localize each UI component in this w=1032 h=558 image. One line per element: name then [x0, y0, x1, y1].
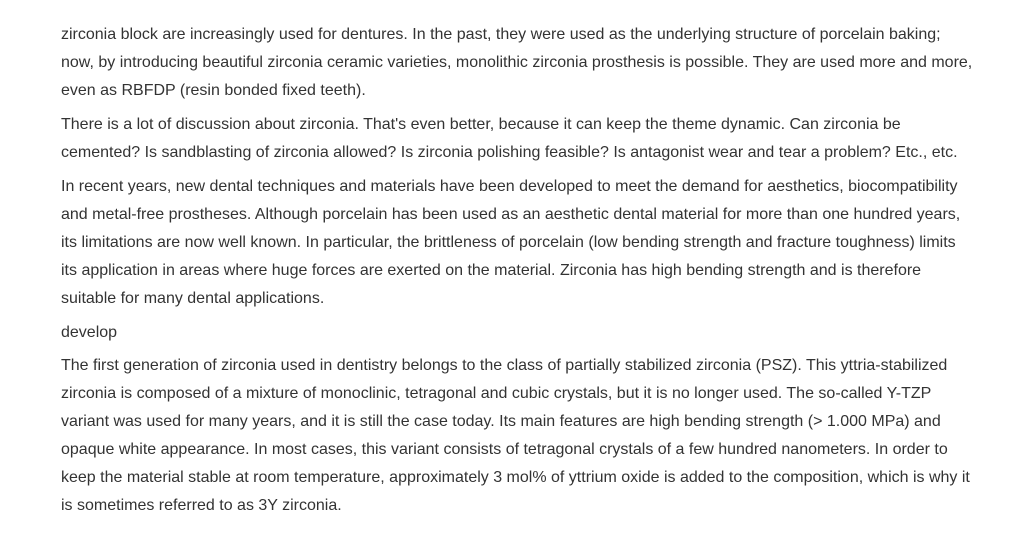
paragraph-recent-years: In recent years, new dental techniques and materials have been developed to meet the demand for aesthetics, biocompatibility and metal-free prostheses. Although porcelain has been used as an aesthetic dental material for more than one hundred years, its limitations are now well known. In particular, the brittleness of porcelain (low bending strength and fracture toughness) limits its application in areas where huge forces are exerted on the material. Zirconia has high bending strength and is therefore suitable for many dental applications.	[61, 178, 961, 307]
section-heading-develop: develop	[61, 324, 118, 341]
paragraph-zirconia-discussion: There is a lot of discussion about zirconia. That's even better, because it can keep the theme dynamic. Can zirconia be cemented? Is sandblasting of zirconia allowed? Is zirconia polishing feasible? Is antagonist wear and tear a problem? Etc., etc.	[61, 116, 958, 161]
paragraph-first-generation: The first generation of zirconia used in dentistry belongs to the class of partially stabilized zirconia (PSZ). This yttria-stabilized zirconia is composed of a mixture of monoclinic, tetragonal and cubic crystals, but it is no longer used. The so-called Y-TZP variant was used for many years, and it is still the case today. Its main features are high bending strength (> 1.000 MPa) and opaque white appearance. In most cases, this variant consists of tetragonal crystals of a few hundred nanometers. In order to keep the material stable at room temperature, approximately 3 mol% of yttrium oxide is added to the composition, which is why it is sometimes referred to as 3Y zirconia.	[61, 357, 970, 514]
article-body	[61, 21, 973, 526]
paragraph-zirconia-block: zirconia block are increasingly used for dentures. In the past, they were used as the underlying structure of porcelain baking; now, by introducing beautiful zirconia ceramic varieties, monolithic zirconia prosthesis is possible. They are used more and more, even as RBFDP (resin bonded fixed teeth).	[61, 26, 973, 99]
